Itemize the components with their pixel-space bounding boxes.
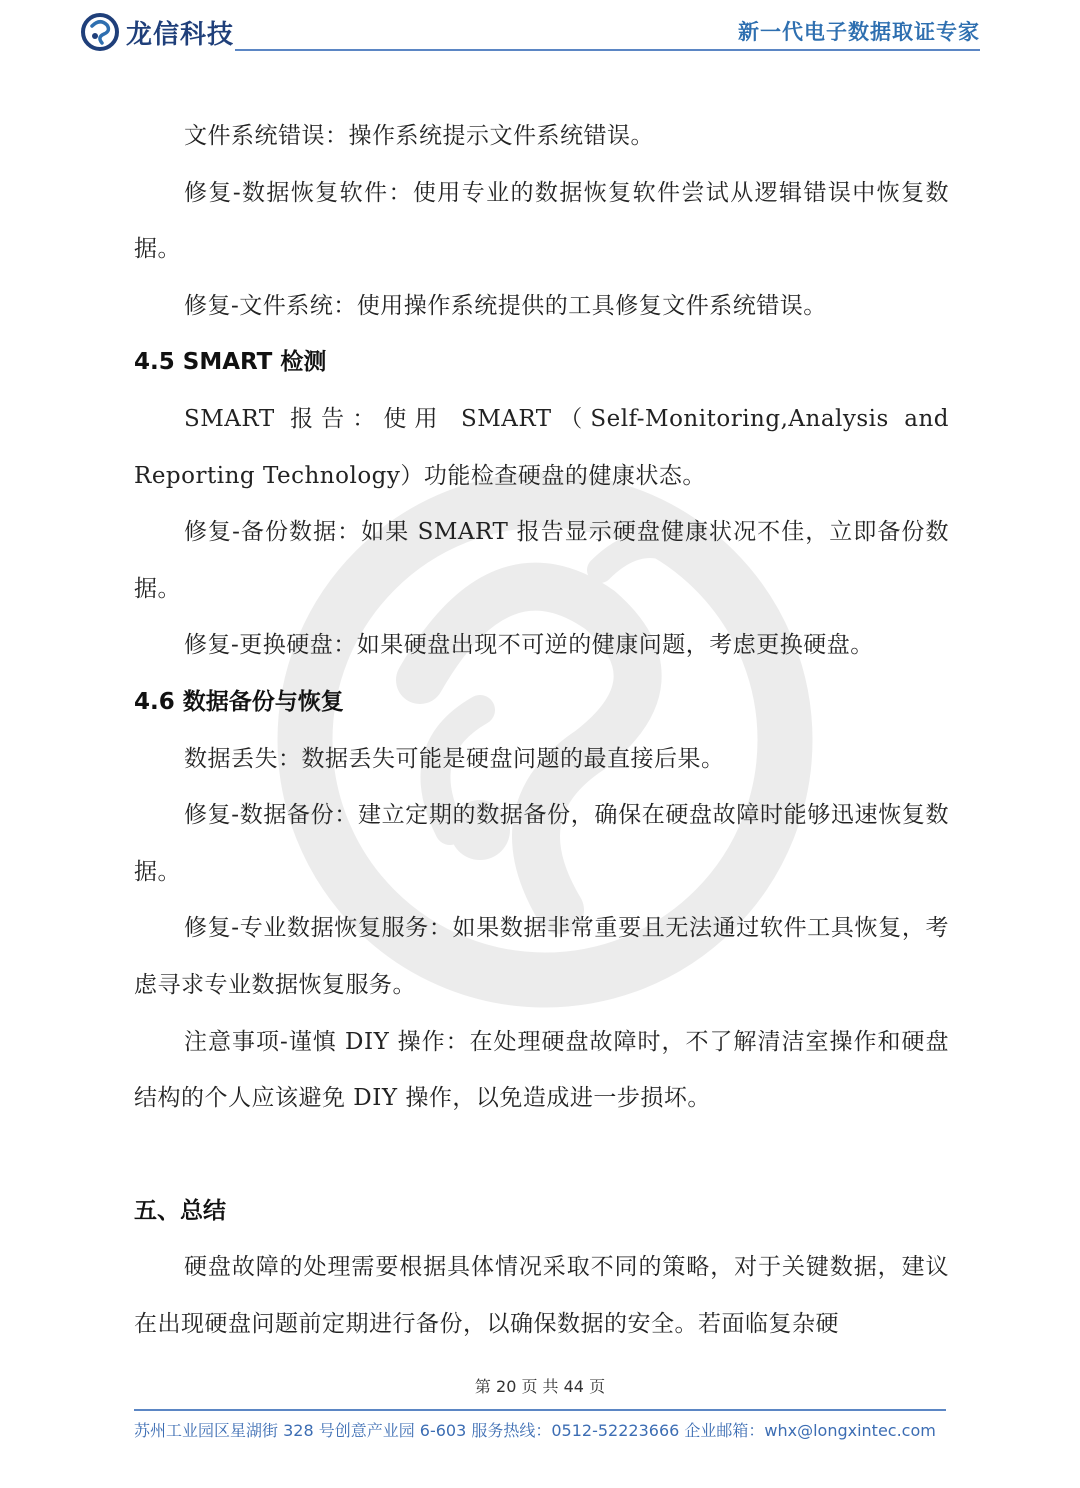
document-body: [134, 108, 949, 1352]
paragraph-smart-report: SMART 报告：使用 SMART（Self-Monitoring,Analysis and Reporting Technology）功能检查硬盘的健康状态。: [134, 405, 949, 489]
footer-contact: 苏州工业园区星湖街 328 号创意产业园 6-603 服务热线：0512-52223666 企业邮箱：whx@longxintec.com: [134, 1421, 936, 1440]
page-number: 第 20 页 共 44 页: [474, 1377, 606, 1396]
paragraph-data-backup: 修复-数据备份：建立定期的数据备份，确保在硬盘故障时能够迅速恢复数据。: [134, 802, 949, 885]
brand-name: 龙信科技: [126, 20, 235, 50]
footer-divider: [134, 1409, 946, 1411]
paragraph-replace-disk: 修复-更换硬盘：如果硬盘出现不可逆的健康问题，考虑更换硬盘。: [184, 632, 874, 659]
paragraph-summary: 硬盘故障的处理需要根据具体情况采取不同的策略，对于关键数据，建议在出现硬盘问题前定期进行备份，以确保数据的安全。若面临复杂硬: [134, 1254, 949, 1337]
page-header: [0, 0, 1080, 60]
header-tagline: 新一代电子数据取证专家: [738, 20, 980, 44]
paragraph-data-loss: 数据丢失：数据丢失可能是硬盘问题的最直接后果。: [184, 745, 725, 772]
paragraph-pro-recovery: 修复-专业数据恢复服务：如果数据非常重要且无法通过软件工具恢复，考虑寻求专业数据恢复服务。: [134, 915, 949, 998]
longxin-dragon-logo-icon: [80, 12, 120, 52]
paragraph-repair-filesystem: 修复-文件系统：使用操作系统提供的工具修复文件系统错误。: [184, 292, 827, 319]
header-divider: [235, 49, 980, 51]
section-heading-4-6: 4.6 数据备份与恢复: [134, 688, 344, 715]
section-spacer: [134, 1127, 949, 1183]
section-heading-4-5: 4.5 SMART 检测: [134, 349, 327, 376]
paragraph-diy-warning: 注意事项-谨慎 DIY 操作：在处理硬盘故障时，不了解清洁室操作和硬盘结构的个人应该避免 DIY 操作，以免造成进一步损坏。: [134, 1028, 949, 1112]
section-heading-summary: 五、总结: [134, 1197, 226, 1224]
paragraph-recovery-software: 修复-数据恢复软件：使用专业的数据恢复软件尝试从逻辑错误中恢复数据。: [134, 179, 949, 263]
paragraph-filesystem-error: 文件系统错误：操作系统提示文件系统错误。: [184, 123, 654, 149]
paragraph-backup-data: 修复-备份数据：如果 SMART 报告显示硬盘健康状况不佳，立即备份数据。: [134, 519, 949, 602]
